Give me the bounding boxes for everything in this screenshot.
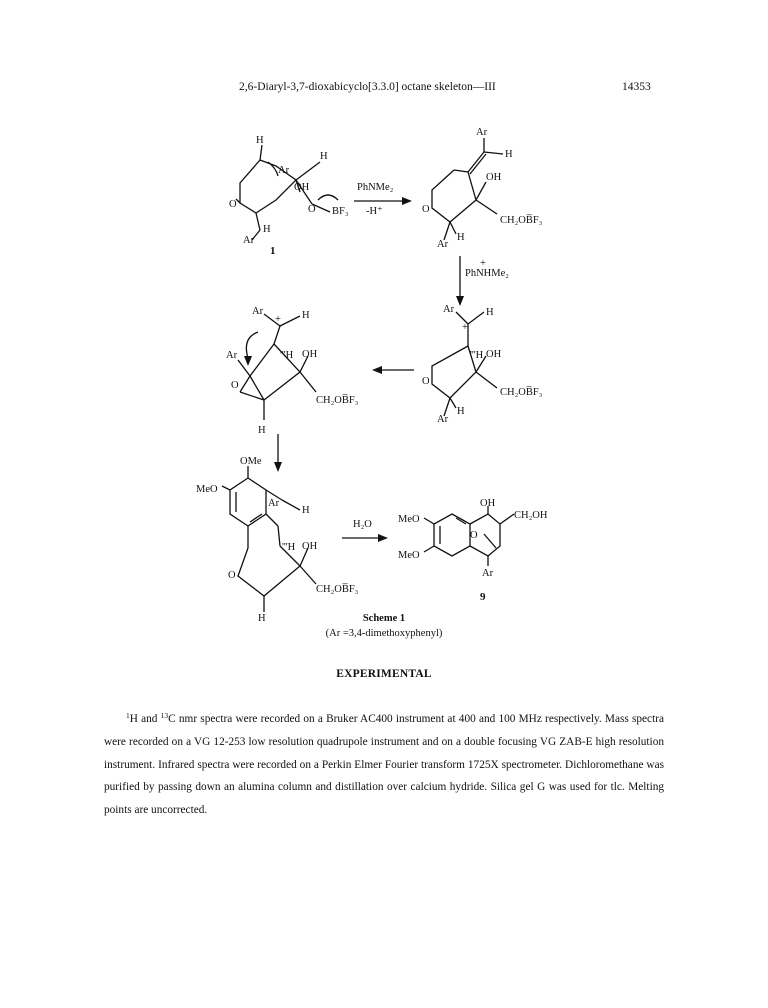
label-meo-9a: MeO bbox=[398, 514, 420, 525]
reagent-minus-h: -H⁺ bbox=[366, 206, 383, 217]
structure-5 bbox=[196, 456, 359, 624]
structure-4 bbox=[226, 306, 359, 436]
reagent-phnhme2: PhNHMe₂ bbox=[465, 268, 509, 279]
label-h-4a: H bbox=[302, 310, 310, 321]
isotope-1h: 1 bbox=[126, 711, 130, 720]
experimental-paragraph bbox=[104, 705, 664, 822]
label-ar-lower: Ar bbox=[243, 235, 255, 246]
arrow-step-3 bbox=[372, 366, 414, 374]
label-h-lower: H bbox=[263, 224, 271, 235]
label-hdash-3: '''H bbox=[470, 350, 484, 361]
scheme-caption-title: Scheme 1 bbox=[362, 613, 406, 624]
label-ar-5: Ar bbox=[268, 498, 280, 509]
label-h-3: H bbox=[486, 307, 494, 318]
label-ch2oh-9: CH₂OH bbox=[514, 510, 548, 521]
scheme-caption-note: (Ar =3,4-dimethoxyphenyl) bbox=[325, 628, 443, 639]
label-h-2: H bbox=[457, 232, 465, 243]
label-h-5b: H bbox=[258, 613, 266, 624]
label-oh-1: OH bbox=[294, 182, 310, 193]
label-h-vinyl: H bbox=[505, 149, 513, 160]
compound-1-label: 1 bbox=[270, 245, 276, 257]
arrow-step-5 bbox=[342, 519, 388, 542]
label-h-top: H bbox=[256, 135, 264, 146]
label-o-3: O bbox=[422, 376, 430, 387]
label-ome: OMe bbox=[240, 456, 262, 467]
label-plus-4: + bbox=[275, 314, 281, 325]
label-h-5a: H bbox=[302, 505, 310, 516]
label-oh-3: OH bbox=[486, 349, 502, 360]
label-o-right: O bbox=[308, 204, 316, 215]
label-h-right: H bbox=[320, 151, 328, 162]
paragraph-text-b: C nmr spectra were recorded on a Bruker AC400 instrument at 400 and 100 MHz respectively. Mass spectra were recorded on a VG 12-253 low resolution quadrupole instrument and on a double focusing VG ZAB-E high resolution instrument. Infrared spectra were recorded on a Perkin Elmer Fourier transform 1725X spectrometer. Dichloromethane was purified by passing down an alumina column and distillation over calcium hydride. Silica gel G was used for tlc. Melting points are uncorrected. bbox=[104, 713, 664, 817]
label-hdash-5: '''H bbox=[282, 542, 296, 553]
label-oh-5: OH bbox=[302, 541, 318, 552]
paragraph-text-a: H and bbox=[129, 713, 161, 725]
label-ar-3: Ar bbox=[443, 304, 455, 315]
label-meo-5: MeO bbox=[196, 484, 218, 495]
label-o-left: O bbox=[229, 199, 237, 210]
label-o-5: O bbox=[228, 570, 236, 581]
label-ch2obf3-3: CH₂OB̅F₃ bbox=[500, 387, 543, 398]
label-bf3: BF₃ bbox=[332, 206, 349, 217]
label-ar-bridge: Ar bbox=[278, 165, 290, 176]
reagent-h2o: H₂O bbox=[353, 519, 372, 530]
label-hdash-4: '''H bbox=[280, 350, 294, 361]
page-number: 14353 bbox=[622, 81, 651, 93]
structure-1 bbox=[229, 135, 349, 257]
label-ch2obf3-5: CH₂OB̅F₃ bbox=[316, 584, 359, 595]
running-title: 2,6-Diaryl-3,7-dioxabicyclo[3.3.0] octane skeleton—III bbox=[239, 81, 496, 93]
label-ch2obf3-2: CH₂OB̅F₃ bbox=[500, 215, 543, 226]
label-ar-2: Ar bbox=[437, 239, 449, 250]
structure-2 bbox=[422, 127, 543, 250]
reagent-charge: + bbox=[480, 258, 486, 269]
label-ar-4a: Ar bbox=[252, 306, 264, 317]
label-o-9: O bbox=[470, 530, 478, 541]
label-plus-3: + bbox=[462, 322, 468, 333]
label-h-3b: H bbox=[457, 406, 465, 417]
arrow-step-2 bbox=[456, 256, 509, 306]
label-ar-4b: Ar bbox=[226, 350, 238, 361]
label-ch2obf3-4: CH₂OB̅F₃ bbox=[316, 395, 359, 406]
label-oh-4: OH bbox=[302, 349, 318, 360]
structure-9 bbox=[398, 498, 548, 603]
label-o-ring-2: O bbox=[422, 204, 430, 215]
label-oh-9: OH bbox=[480, 498, 496, 509]
section-heading: EXPERIMENTAL bbox=[336, 668, 432, 680]
label-h-4b: H bbox=[258, 425, 266, 436]
label-ar-9: Ar bbox=[482, 568, 494, 579]
reagent-phnme2: PhNMe₂ bbox=[357, 182, 394, 193]
arrow-step-4 bbox=[274, 434, 282, 472]
structure-3 bbox=[422, 304, 543, 425]
compound-9-label: 9 bbox=[480, 591, 486, 603]
label-o-4: O bbox=[231, 380, 239, 391]
isotope-13c: 13 bbox=[160, 711, 169, 720]
label-ar-top: Ar bbox=[476, 127, 488, 138]
arrow-step-1 bbox=[354, 182, 412, 217]
label-meo-9b: MeO bbox=[398, 550, 420, 561]
label-ar-3b: Ar bbox=[437, 414, 449, 425]
label-oh-2: OH bbox=[486, 172, 502, 183]
